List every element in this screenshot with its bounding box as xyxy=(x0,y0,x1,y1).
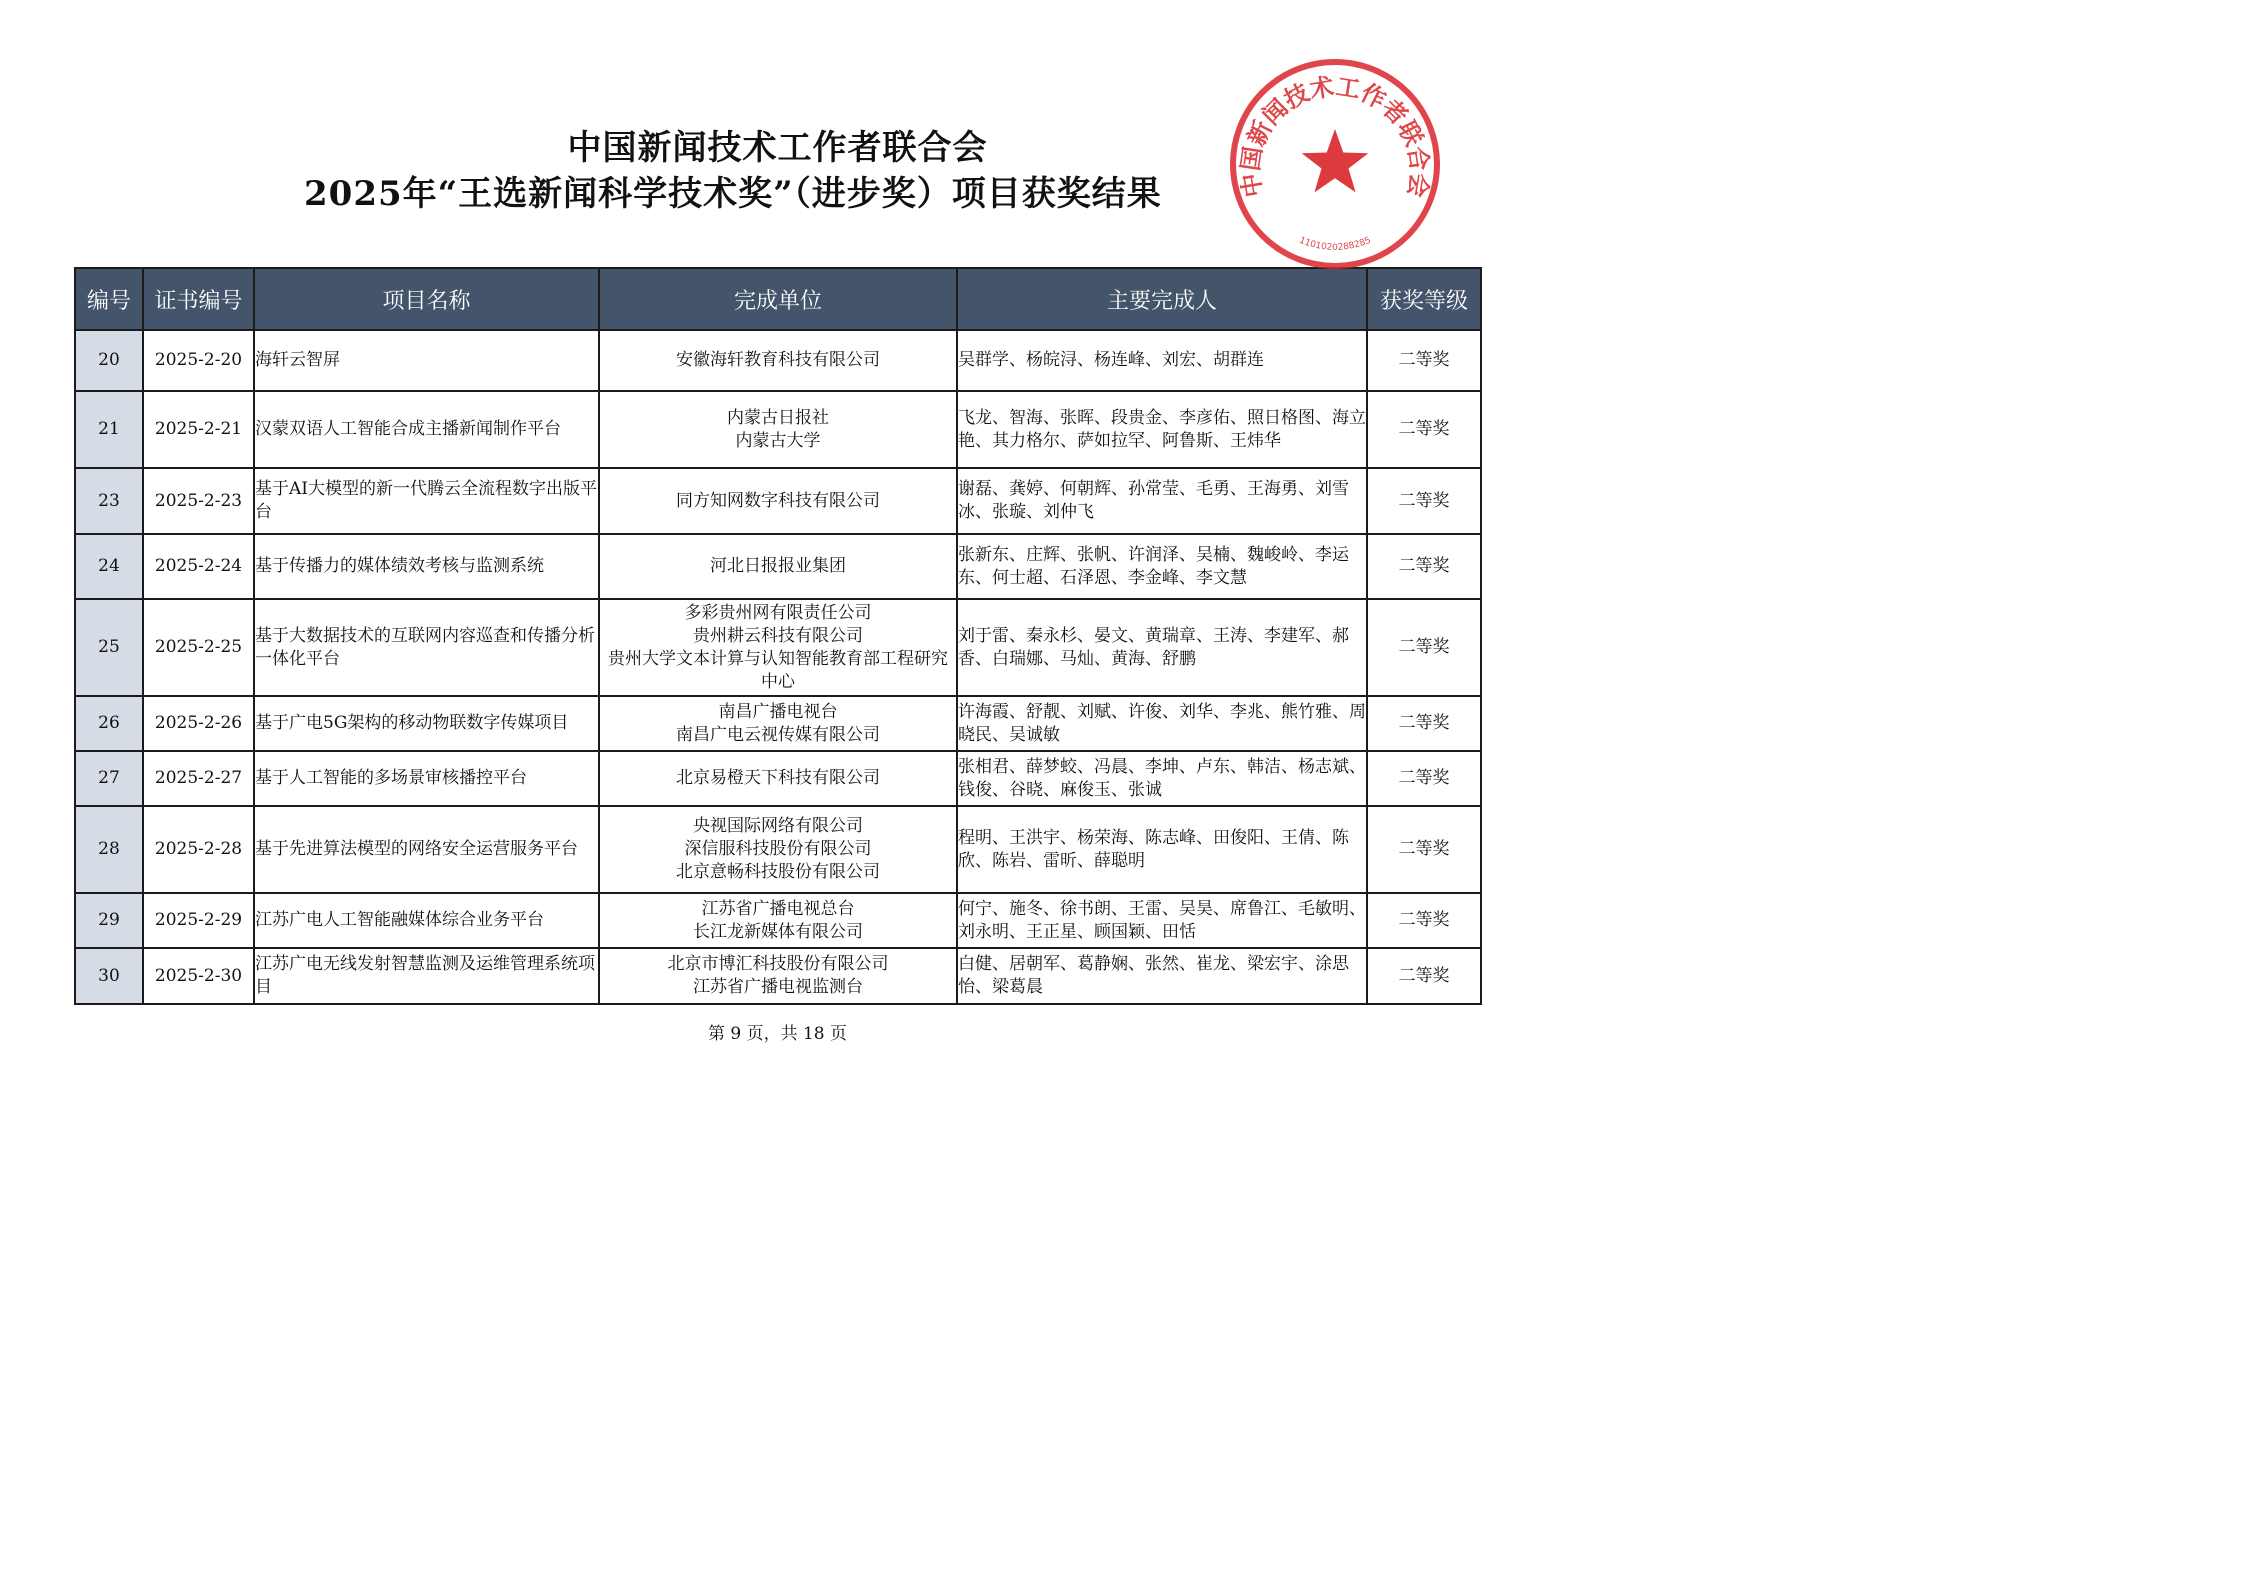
cell-number: 25 xyxy=(75,599,143,696)
table-row xyxy=(75,391,1481,468)
cell-number: 21 xyxy=(75,391,143,468)
cell-award-level: 二等奖 xyxy=(1367,751,1481,806)
cell-main-contributors: 刘于雷、秦永杉、晏文、黄瑞章、王涛、李建军、郝香、白瑞娜、马灿、黄海、舒鹏 xyxy=(957,599,1367,696)
table-row xyxy=(75,599,1481,696)
cell-number: 24 xyxy=(75,534,143,599)
cell-project-name: 基于人工智能的多场景审核播控平台 xyxy=(254,751,599,806)
document-title-line1: 中国新闻技术工作者联合会 xyxy=(567,128,988,168)
header-award-level: 获奖等级 xyxy=(1367,268,1481,330)
cell-award-level: 二等奖 xyxy=(1367,468,1481,534)
cell-completing-unit xyxy=(599,534,957,599)
cell-number: 27 xyxy=(75,751,143,806)
unit-name: 南昌广播电视台 xyxy=(718,701,838,722)
cell-project-name: 海轩云智屏 xyxy=(254,330,599,391)
cell-main-contributors: 谢磊、龚婷、何朝辉、孙常莹、毛勇、王海勇、刘雪冰、张璇、刘仲飞 xyxy=(957,468,1367,534)
cell-project-name: 基于大数据技术的互联网内容巡查和传播分析一体化平台 xyxy=(254,599,599,696)
cell-certificate-number: 2025-2-25 xyxy=(143,599,254,696)
cell-main-contributors: 吴群学、杨皖浔、杨连峰、刘宏、胡群连 xyxy=(957,330,1367,391)
unit-name: 北京市博汇科技股份有限公司 xyxy=(667,954,889,974)
cell-project-name: 江苏广电无线发射智慧监测及运维管理系统项目 xyxy=(254,948,599,1004)
cell-award-level: 二等奖 xyxy=(1367,599,1481,696)
seal-code-path: 1101020288285 xyxy=(1297,235,1373,253)
table-row xyxy=(75,468,1481,534)
unit-name: 内蒙古大学 xyxy=(735,430,821,451)
header-certificate-number: 证书编号 xyxy=(143,268,254,330)
cell-certificate-number: 2025-2-28 xyxy=(143,806,254,893)
unit-name: 贵州大学文本计算与认知智能教育部工程研究中心 xyxy=(608,648,948,692)
cell-completing-unit xyxy=(599,696,957,751)
page-footer: 第 9 页，共 18 页 xyxy=(707,1024,848,1044)
unit-name: 河北日报报业集团 xyxy=(710,556,846,576)
cell-award-level: 二等奖 xyxy=(1367,893,1481,948)
cell-certificate-number: 2025-2-30 xyxy=(143,948,254,1004)
table-row xyxy=(75,330,1481,391)
cell-project-name: 基于传播力的媒体绩效考核与监测系统 xyxy=(254,534,599,599)
cell-main-contributors: 张相君、薛梦蛟、冯晨、李坤、卢东、韩洁、杨志斌、钱俊、谷晓、麻俊玉、张诚 xyxy=(957,751,1367,806)
unit-name: 多彩贵州网有限责任公司 xyxy=(684,602,872,623)
unit-name: 长江龙新媒体有限公司 xyxy=(693,921,863,942)
cell-certificate-number: 2025-2-29 xyxy=(143,893,254,948)
cell-completing-unit xyxy=(599,806,957,893)
cell-project-name: 基于先进算法模型的网络安全运营服务平台 xyxy=(254,806,599,893)
cell-certificate-number: 2025-2-21 xyxy=(143,391,254,468)
cell-completing-unit xyxy=(599,391,957,468)
table-row xyxy=(75,893,1481,948)
seal-arc-text-path: 中国新闻技术工作者联合会 xyxy=(1236,72,1434,200)
cell-completing-unit xyxy=(599,948,957,1004)
unit-name: 江苏省广播电视监测台 xyxy=(693,977,863,997)
unit-name: 北京易橙天下科技有限公司 xyxy=(676,768,880,788)
cell-number: 29 xyxy=(75,893,143,948)
awards-table xyxy=(74,267,1482,1005)
cell-number: 30 xyxy=(75,948,143,1004)
cell-main-contributors: 飞龙、智海、张晖、段贵金、李彦佑、照日格图、海立艳、其力格尔、萨如拉罕、阿鲁斯、王炜华 xyxy=(957,391,1367,468)
cell-completing-unit xyxy=(599,468,957,534)
cell-certificate-number: 2025-2-24 xyxy=(143,534,254,599)
header-project-name: 项目名称 xyxy=(254,268,599,330)
cell-number: 28 xyxy=(75,806,143,893)
unit-name: 北京意畅科技股份有限公司 xyxy=(676,862,880,882)
unit-name: 南昌广电云视传媒有限公司 xyxy=(676,724,880,745)
cell-award-level: 二等奖 xyxy=(1367,806,1481,893)
cell-main-contributors: 程明、王洪宇、杨荣海、陈志峰、田俊阳、王倩、陈欣、陈岩、雷昕、薛聪明 xyxy=(957,806,1367,893)
cell-certificate-number: 2025-2-26 xyxy=(143,696,254,751)
unit-name: 江苏省广播电视总台 xyxy=(701,898,855,919)
table-row xyxy=(75,696,1481,751)
document-title-line2: 2025年“王选新闻科学技术奖”（进步奖）项目获奖结果 xyxy=(304,174,1162,214)
table-row xyxy=(75,751,1481,806)
cell-completing-unit xyxy=(599,751,957,806)
cell-award-level: 二等奖 xyxy=(1367,948,1481,1004)
cell-main-contributors: 张新东、庄辉、张帆、许润泽、吴楠、魏峻岭、李运东、何士超、石泽恩、李金峰、李文慧 xyxy=(957,534,1367,599)
cell-number: 23 xyxy=(75,468,143,534)
table-row xyxy=(75,534,1481,599)
unit-name: 内蒙古日报社 xyxy=(727,407,829,428)
cell-award-level: 二等奖 xyxy=(1367,696,1481,751)
cell-certificate-number: 2025-2-20 xyxy=(143,330,254,391)
unit-name: 深信服科技股份有限公司 xyxy=(684,839,872,859)
unit-name: 贵州耕云科技有限公司 xyxy=(693,625,863,646)
unit-name: 央视国际网络有限公司 xyxy=(693,816,863,836)
cell-main-contributors: 许海霞、舒靓、刘赋、许俊、刘华、李兆、熊竹雅、周晓民、吴诚敏 xyxy=(957,696,1367,751)
cell-project-name: 江苏广电人工智能融媒体综合业务平台 xyxy=(254,893,599,948)
cell-certificate-number: 2025-2-27 xyxy=(143,751,254,806)
cell-main-contributors: 白健、居朝军、葛静娴、张然、崔龙、梁宏宇、涂思怡、梁葛晨 xyxy=(957,948,1367,1004)
cell-completing-unit xyxy=(599,893,957,948)
cell-award-level: 二等奖 xyxy=(1367,330,1481,391)
header-completing-unit: 完成单位 xyxy=(599,268,957,330)
unit-name: 安徽海轩教育科技有限公司 xyxy=(676,350,880,370)
cell-completing-unit xyxy=(599,330,957,391)
cell-award-level: 二等奖 xyxy=(1367,391,1481,468)
cell-completing-unit xyxy=(599,599,957,696)
unit-name: 同方知网数字科技有限公司 xyxy=(676,490,880,511)
cell-award-level: 二等奖 xyxy=(1367,534,1481,599)
table-row xyxy=(75,948,1481,1004)
cell-main-contributors: 何宁、施冬、徐书朗、王雷、吴昊、席鲁江、毛敏明、刘永明、王正星、顾国颖、田恬 xyxy=(957,893,1367,948)
cell-number: 26 xyxy=(75,696,143,751)
table-row xyxy=(75,806,1481,893)
seal-code-text xyxy=(1298,236,1373,253)
cell-certificate-number: 2025-2-23 xyxy=(143,468,254,534)
table-header-row xyxy=(75,268,1481,330)
cell-project-name: 汉蒙双语人工智能合成主播新闻制作平台 xyxy=(254,391,599,468)
header-main-contributors: 主要完成人 xyxy=(957,268,1367,330)
cell-number: 20 xyxy=(75,330,143,391)
cell-project-name: 基于AI大模型的新一代腾云全流程数字出版平台 xyxy=(254,468,599,534)
header-number: 编号 xyxy=(75,268,143,330)
cell-project-name: 基于广电5G架构的移动物联数字传媒项目 xyxy=(254,696,599,751)
